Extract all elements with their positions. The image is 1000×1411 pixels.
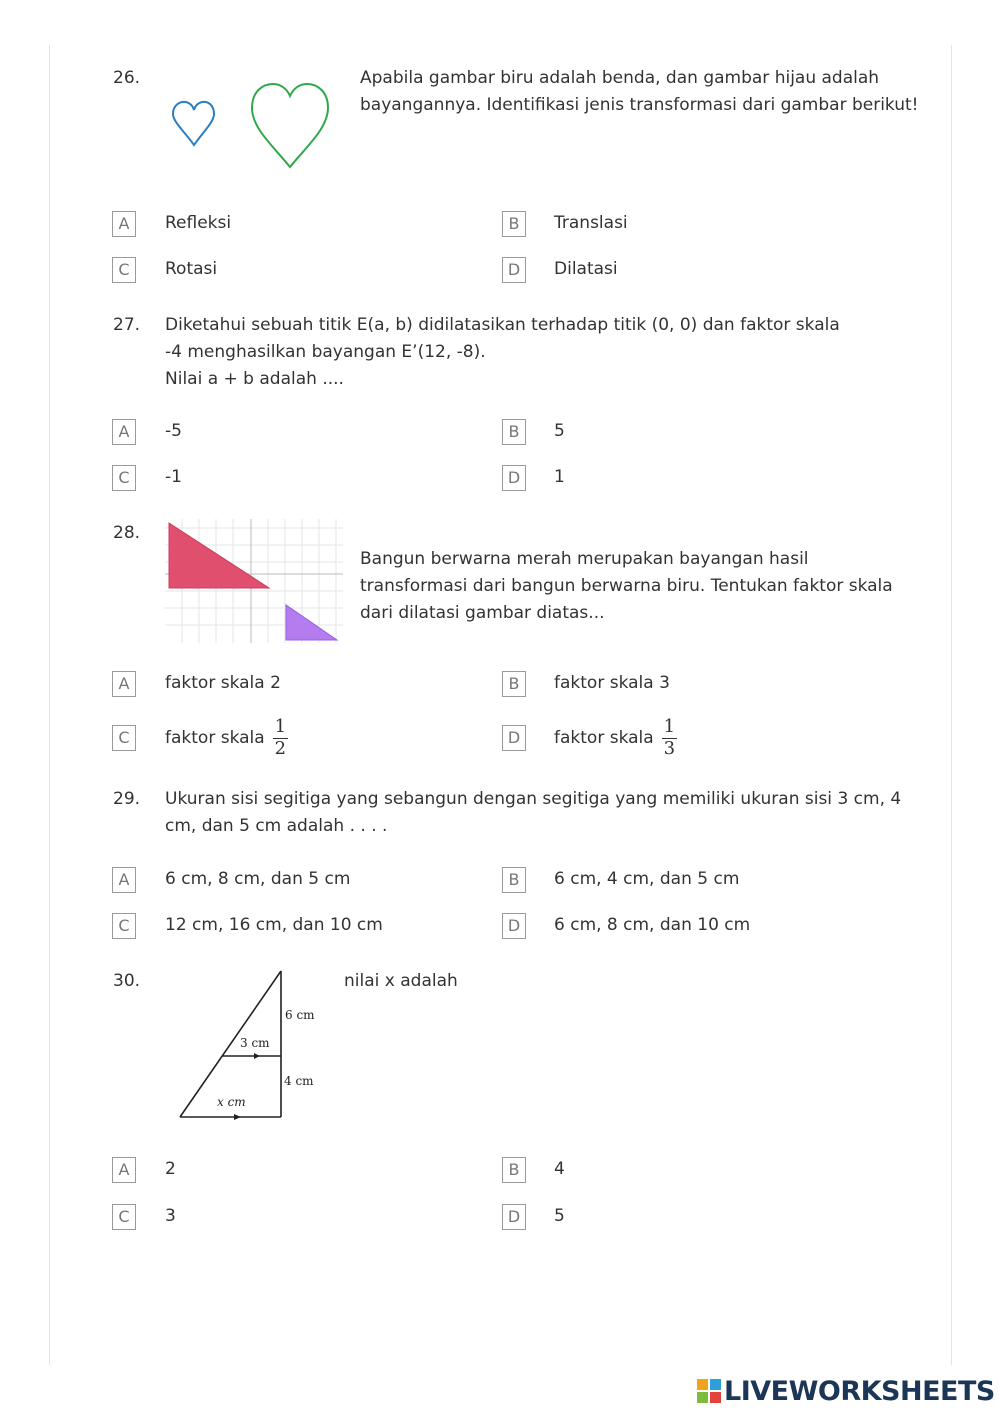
option-28-b-box[interactable]: B bbox=[502, 671, 526, 697]
question-28-text: Bangun berwarna merah merupakan bayangan hasil transformasi dari bangun berwarna biru. Tentukan faktor skala dari dilatasi gambar diatas... bbox=[360, 549, 893, 623]
option-30-a-box[interactable]: A bbox=[112, 1157, 136, 1183]
fraction-numerator: 1 bbox=[663, 716, 676, 737]
option-29-c-text: 12 cm, 16 cm, dan 10 cm bbox=[165, 915, 383, 935]
purple-triangle bbox=[286, 605, 337, 640]
option-27-d-text: 1 bbox=[554, 467, 565, 487]
label-4cm: 4 cm bbox=[284, 1074, 314, 1088]
option-28-d-label: faktor skala bbox=[554, 728, 654, 748]
option-26-d-box[interactable]: D bbox=[502, 257, 526, 283]
option-26-c-text: Rotasi bbox=[165, 259, 218, 279]
blue-heart bbox=[173, 102, 214, 145]
dilation-grid-figure bbox=[165, 519, 343, 643]
question-30-text: nilai x adalah bbox=[344, 971, 458, 991]
option-29-d-box[interactable]: D bbox=[502, 913, 526, 939]
option-26-a-text: Refleksi bbox=[165, 213, 232, 233]
option-27-b-text: 5 bbox=[554, 421, 565, 441]
question-28-number: 28. bbox=[113, 523, 141, 543]
option-30-b-text: 4 bbox=[554, 1159, 565, 1179]
option-28-c-label: faktor skala bbox=[165, 728, 265, 748]
question-27-text-2: Nilai a + b adalah .... bbox=[165, 369, 344, 389]
option-30-b-box[interactable]: B bbox=[502, 1157, 526, 1183]
option-28-b-text: faktor skala 3 bbox=[554, 673, 670, 693]
question-26-text: Apabila gambar biru adalah benda, dan gambar hijau adalah bayangannya. Identifikasi jenis transformasi dari gambar berikut! bbox=[360, 68, 919, 115]
similar-triangle-figure bbox=[170, 965, 330, 1125]
question-29-number: 29. bbox=[113, 789, 141, 809]
left-margin-line bbox=[49, 45, 50, 1365]
option-27-c-box[interactable]: C bbox=[112, 465, 136, 491]
fraction-numerator: 1 bbox=[274, 716, 287, 737]
option-30-d-box[interactable]: D bbox=[502, 1204, 526, 1230]
fraction-denominator: 2 bbox=[274, 738, 287, 759]
option-30-a-text: 2 bbox=[165, 1159, 176, 1179]
option-26-c-box[interactable]: C bbox=[112, 257, 136, 283]
option-26-b-box[interactable]: B bbox=[502, 211, 526, 237]
option-28-a-box[interactable]: A bbox=[112, 671, 136, 697]
option-30-d-text: 5 bbox=[554, 1206, 565, 1226]
green-heart bbox=[252, 84, 328, 167]
fraction-one-third bbox=[662, 717, 677, 759]
label-6cm: 6 cm bbox=[285, 1008, 315, 1022]
red-triangle bbox=[169, 523, 269, 588]
option-29-c-box[interactable]: C bbox=[112, 913, 136, 939]
option-28-c-text bbox=[165, 712, 288, 764]
option-28-c-box[interactable]: C bbox=[112, 725, 136, 751]
option-29-d-text: 6 cm, 8 cm, dan 10 cm bbox=[554, 915, 751, 935]
option-26-b-text: Translasi bbox=[554, 213, 628, 233]
option-29-b-box[interactable]: B bbox=[502, 867, 526, 893]
fraction-denominator: 3 bbox=[663, 738, 676, 759]
question-26-number: 26. bbox=[113, 68, 141, 88]
label-x-cm: x cm bbox=[217, 1095, 246, 1109]
liveworksheets-logo bbox=[697, 1376, 995, 1406]
hearts-figure bbox=[165, 72, 345, 177]
option-29-a-text: 6 cm, 8 cm, dan 5 cm bbox=[165, 869, 351, 889]
option-27-b-box[interactable]: B bbox=[502, 419, 526, 445]
option-28-d-text bbox=[554, 712, 677, 764]
option-28-a-text: faktor skala 2 bbox=[165, 673, 281, 693]
option-27-a-box[interactable]: A bbox=[112, 419, 136, 445]
label-3cm: 3 cm bbox=[240, 1036, 270, 1050]
option-27-c-text: -1 bbox=[165, 467, 182, 487]
question-27-text: Diketahui sebuah titik E(a, b) didilatasikan terhadap titik (0, 0) dan faktor skala -4 menghasilkan bayangan E’(12, -8). bbox=[165, 315, 840, 362]
question-30-number: 30. bbox=[113, 971, 141, 991]
option-29-b-text: 6 cm, 4 cm, dan 5 cm bbox=[554, 869, 740, 889]
option-27-d-box[interactable]: D bbox=[502, 465, 526, 491]
option-27-a-text: -5 bbox=[165, 421, 182, 441]
option-26-d-text: Dilatasi bbox=[554, 259, 618, 279]
option-28-d-box[interactable]: D bbox=[502, 725, 526, 751]
question-29-text: Ukuran sisi segitiga yang sebangun dengan segitiga yang memiliki ukuran sisi 3 cm, 4 cm, dan 5 cm adalah . . . . bbox=[165, 789, 902, 836]
option-30-c-box[interactable]: C bbox=[112, 1204, 136, 1230]
option-30-c-text: 3 bbox=[165, 1206, 176, 1226]
fraction-one-half bbox=[273, 717, 288, 759]
option-26-a-box[interactable]: A bbox=[112, 211, 136, 237]
question-27-number: 27. bbox=[113, 315, 141, 335]
option-29-a-box[interactable]: A bbox=[112, 867, 136, 893]
logo-blocks-icon bbox=[697, 1379, 721, 1403]
brand-name: LIVEWORKSHEETS bbox=[724, 1375, 995, 1407]
right-margin-line bbox=[951, 45, 952, 1365]
